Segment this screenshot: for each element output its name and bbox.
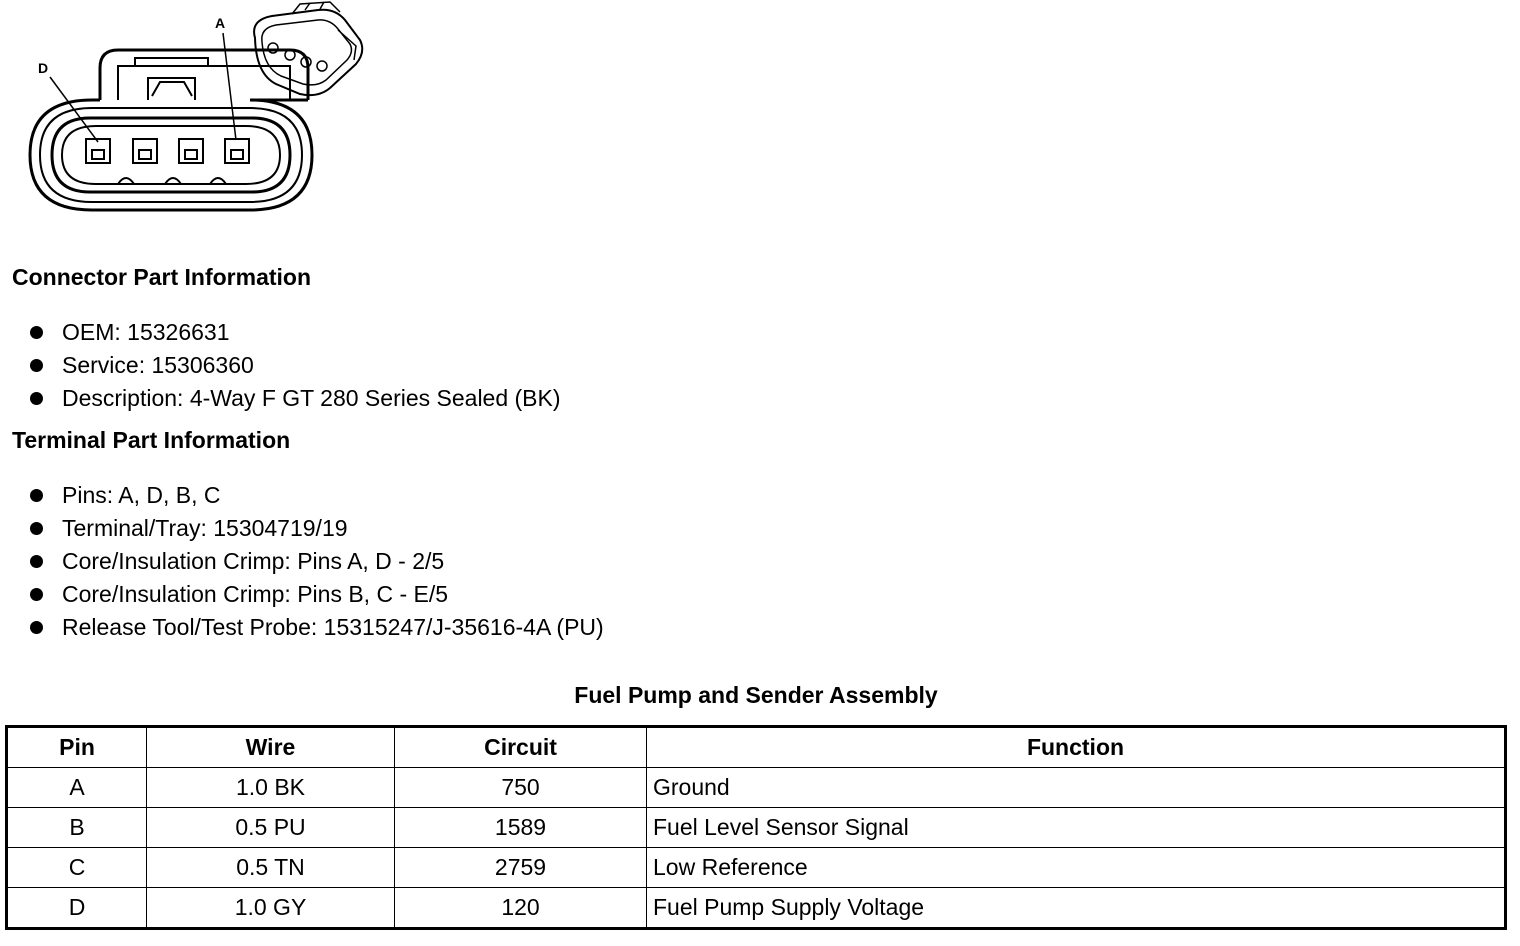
cell-function: Fuel Pump Supply Voltage [647, 888, 1506, 929]
cell-circuit: 1589 [395, 808, 647, 848]
column-header-circuit: Circuit [395, 727, 647, 768]
cell-circuit: 750 [395, 768, 647, 808]
bullet-icon [30, 359, 43, 372]
list-item [28, 351, 561, 384]
list-item [28, 384, 561, 417]
terminal-cavity-d [86, 139, 110, 163]
cell-pin: C [7, 848, 147, 888]
connector-part-info-list [28, 318, 561, 417]
cell-function: Fuel Level Sensor Signal [647, 808, 1506, 848]
cell-function: Ground [647, 768, 1506, 808]
table-title: Fuel Pump and Sender Assembly [574, 682, 938, 708]
connector-face-diagram [0, 0, 380, 230]
list-item-text: Release Tool/Test Probe: 15315247/J-35616-4A (PU) [62, 614, 604, 640]
cell-wire: 0.5 PU [147, 808, 395, 848]
cell-function: Low Reference [647, 848, 1506, 888]
table-row [7, 888, 1506, 929]
cell-wire: 1.0 GY [147, 888, 395, 929]
connector-part-info-heading: Connector Part Information [12, 264, 312, 290]
table-row [7, 768, 1506, 808]
cell-pin: D [7, 888, 147, 929]
cell-wire: 0.5 TN [147, 848, 395, 888]
list-item [28, 318, 561, 351]
pin-label-d: D [38, 60, 49, 76]
bullet-icon [30, 621, 43, 634]
column-header-function: Function [647, 727, 1506, 768]
table-row [7, 848, 1506, 888]
list-item [28, 514, 604, 547]
list-item-text: Core/Insulation Crimp: Pins B, C - E/5 [62, 581, 449, 607]
pin-label-a: A [215, 15, 226, 31]
pin-out-table [5, 725, 1507, 930]
terminal-cavity-a [225, 139, 249, 163]
list-item [28, 547, 604, 580]
cell-pin: B [7, 808, 147, 848]
column-header-wire: Wire [147, 727, 395, 768]
bullet-icon [30, 588, 43, 601]
list-item [28, 613, 604, 646]
table-row [7, 808, 1506, 848]
list-item-text: Pins: A, D, B, C [62, 482, 221, 508]
bullet-icon [30, 522, 43, 535]
bullet-icon [30, 555, 43, 568]
terminal-cavity-c [133, 139, 157, 163]
bullet-icon [30, 392, 43, 405]
list-item-text: Service: 15306360 [62, 352, 254, 378]
terminal-part-info-heading: Terminal Part Information [12, 427, 291, 453]
table-header-row [7, 727, 1506, 768]
list-item-text: Terminal/Tray: 15304719/19 [62, 515, 348, 541]
bullet-icon [30, 326, 43, 339]
bullet-icon [30, 489, 43, 502]
list-item-text: Core/Insulation Crimp: Pins A, D - 2/5 [62, 548, 445, 574]
list-item [28, 580, 604, 613]
cell-circuit: 120 [395, 888, 647, 929]
list-item [28, 481, 604, 514]
list-item-text: Description: 4-Way F GT 280 Series Sealed (BK) [62, 385, 561, 411]
terminal-part-info-list [28, 481, 604, 646]
terminal-cavity-b [179, 139, 203, 163]
column-header-pin: Pin [7, 727, 147, 768]
cell-pin: A [7, 768, 147, 808]
cell-circuit: 2759 [395, 848, 647, 888]
cell-wire: 1.0 BK [147, 768, 395, 808]
list-item-text: OEM: 15326631 [62, 319, 230, 345]
